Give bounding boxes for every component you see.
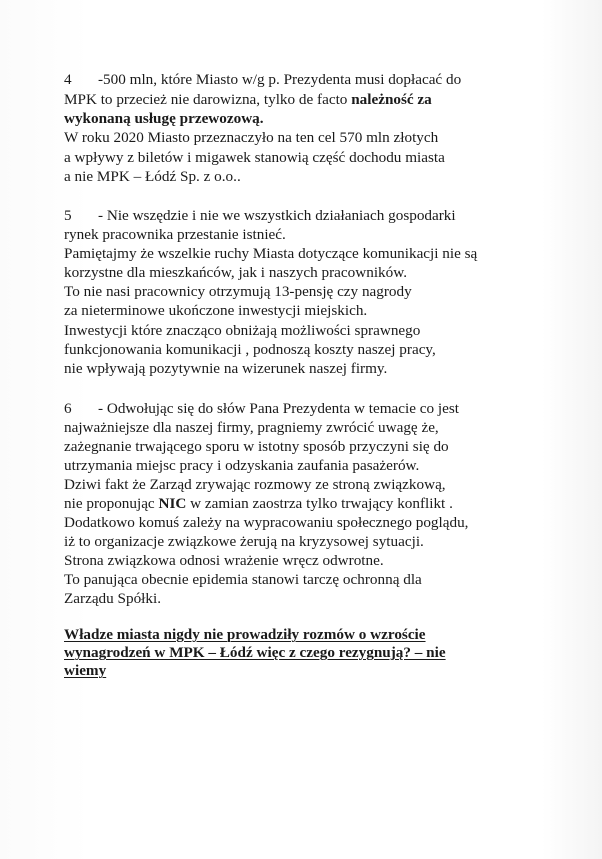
section-4-line-6: a nie MPK – Łódź Sp. z o.o..	[64, 168, 241, 185]
bold-phrase: należność za	[351, 91, 432, 108]
section-6-line-10: To panująca obecnie epidemia stanowi tarczę ochronną dla	[64, 571, 422, 588]
section-6-line-5: Dziwi fakt że Zarząd zrywając rozmowy ze stroną związkową,	[64, 476, 446, 493]
closing-line-3: wiemy	[64, 662, 107, 679]
section-5-line-1: 5 - Nie wszędzie i nie we wszystkich działaniach gospodarki	[64, 207, 456, 224]
bold-phrase: wykonaną usługę przewozową.	[64, 110, 264, 127]
section-5-line-6: za nieterminowe ukończone inwestycji miejskich.	[64, 302, 368, 319]
closing-line-2: wynagrodzeń w MPK – Łódź więc z czego rezygnują? – nie	[64, 644, 446, 661]
section-5-line-4: korzystne dla mieszkańców, jak i naszych pracowników.	[64, 264, 408, 281]
section-5-line-8: funkcjonowania komunikacji , podnoszą koszty naszej pracy,	[64, 341, 436, 358]
section-number: 6	[64, 400, 72, 417]
section-6-line-1: 6 - Odwołując się do słów Pana Prezydenta w temacie co jest	[64, 400, 460, 417]
section-5-line-7: Inwestycji które znacząco obniżają możliwości sprawnego	[64, 322, 421, 339]
section-4-line-3	[64, 110, 264, 128]
section-6-line-2: najważniejsze dla naszej firmy, pragniemy zwrócić uwagę że,	[64, 419, 439, 436]
section-6-line-7: Dodatkowo komuś zależy na wypracowaniu społecznego poglądu,	[64, 514, 469, 531]
section-5-line-5: To nie nasi pracownicy otrzymują 13-pensję czy nagrody	[64, 283, 412, 300]
section-5-line-2: rynek pracownika przestanie istnieć.	[64, 226, 286, 243]
section-4-line-5: a wpływy z biletów i migawek stanowią część dochodu miasta	[64, 149, 445, 166]
bold-phrase: NIC	[158, 495, 187, 512]
closing-line-1: Władze miasta nigdy nie prowadziły rozmów o wzroście	[64, 626, 426, 643]
section-4-line-1: 4 -500 mln, które Miasto w/g p. Prezydenta musi dopłacać do	[64, 71, 462, 88]
section-6-line-3: zażegnanie trwającego sporu w istotny sposób przyczyni się do	[64, 438, 449, 455]
section-5-line-3: Pamiętajmy że wszelkie ruchy Miasta dotyczące komunikacji nie są	[64, 245, 478, 262]
section-number: 5	[64, 207, 72, 224]
section-6-line-11: Zarządu Spółki.	[64, 590, 162, 607]
section-6-line-8: iż to organizacje związkowe żerują na kryzysowej sytuacji.	[64, 533, 424, 550]
closing-statement	[64, 626, 534, 680]
section-4-line-4: W roku 2020 Miasto przeznaczyło na ten cel 570 mln złotych	[64, 129, 439, 146]
section-6-line-9: Strona związkowa odnosi wrażenie wręcz odwrotne.	[64, 552, 384, 569]
section-6-line-4: utrzymania miejsc pracy i odzyskania zaufania pasażerów.	[64, 457, 420, 474]
section-6-line-6: nie proponując NIC w zamian zaostrza tylko trwający konflikt .	[64, 495, 453, 512]
section-5-line-9: nie wpływają pozytywnie na wizerunek naszej firmy.	[64, 360, 388, 377]
section-number: 4	[64, 71, 72, 88]
section-4-line-2: MPK to przecież nie darowizna, tylko de facto należność za	[64, 91, 432, 108]
